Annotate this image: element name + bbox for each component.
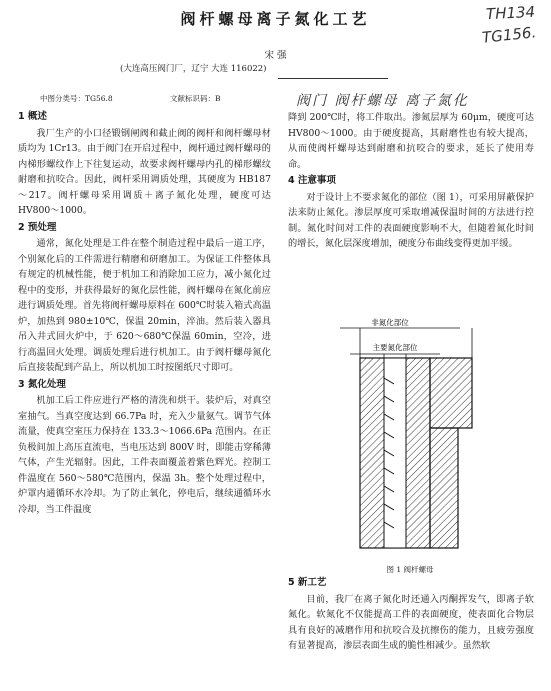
figure-valve-stem-nut [300, 318, 520, 558]
handwritten-note-2: TG156. [481, 23, 537, 47]
section-paragraph: 目前，我厂在离子氮化时还通入丙酮挥发气，即离子软氮化。软氮化不仅能提高工件的表面硬度，使表面化合物层具有良好的减磨作用和抗咬合及抗擦伤的能力，且疲劳强度有显著提高，渗层表面生成的脆性相减少。虽然软 [288, 593, 534, 651]
section-heading: 4 注意事项 [288, 175, 336, 186]
handwritten-note-1: TH134 [485, 2, 536, 24]
section-paragraph: 我厂生产的小口径锻钢闸阀和截止阀的阀杆和阀杆螺母材质均为 1Cr13。由于阀门在开启过程中，阀杆通过阀杆螺母的内梯形螺纹作上下往复运动，故要求阀杆螺母内孔的梯形螺纹耐磨和抗咬合。因此，阀杆采用调质处理，其硬度为 HB187～217。阀杆螺母采用调质＋离子氮化处理，硬度可达 HV800～1000。 [18, 127, 271, 216]
section-paragraph: 机加工后工件应进行严格的清洗和烘干。装炉后，对真空室抽气。当真空度达到 66.7Pa 时，充入少量氨气。调节气体流量，使真空室压力保持在 133.3～1066.6Pa 范围内。在正负极间加上高压直流电，当电压达到 800V 时，即能击穿稀薄气体，产生光辐射。因此，工件表面覆盖着紫色辉光。控制工件温度在 560～580℃范围内，保温 3h。整个处理过程中，炉罩内通循环水冷却。为了防止氧化，停电后，继续通循环水冷却，当工件温度 [18, 395, 271, 515]
section-paragraph: 对于设计上不要求氮化的部位（图 1），可采用屏蔽保护法来防止氮化。渗层厚度可采取增减保温时间的方法进行控制。氮化时间对工件的表面硬度影响不大，但随着氮化时间的增长，氮化层深度增加，硬度分布曲线变得更加平缓。 [288, 191, 534, 249]
section-heading: 3 氮化处理 [18, 378, 66, 390]
label-main-nitrided: 主要氮化部位 [372, 343, 418, 352]
right-column-top [288, 106, 534, 252]
document-code: 文献标识码：B [170, 94, 221, 103]
section-heading: 1 概述 [18, 111, 47, 122]
author: 宋 强 [264, 50, 287, 61]
left-column [18, 108, 271, 517]
section-heading: 2 预处理 [18, 221, 57, 233]
handwritten-keywords: 阀门 阀杆螺母 离子氮化 [296, 93, 469, 109]
section-paragraph: 降到 200℃时，将工件取出。渗氮层厚为 60μm，硬度可达 HV800～1000。由于硬度提高，其耐磨性也有较大提高，从而使阀杆螺母达到耐磨和抗咬合的要求，延长了使用寿命。 [288, 112, 534, 170]
label-non-nitrided: 非氮化部位 [371, 318, 409, 327]
nut-lower [430, 428, 458, 548]
section-paragraph: 通常，氮化处理是工件在整个制造过程中最后一道工序，个别氮化后的工件需进行精磨和研磨加工。为保证工件整体具有规定的机械性能，便于机加工和消除加工应力，减小氮化过程中的变形，并获得最好的氮化层性能，阀杆螺母在氮化前应进行调质处理。首先将阀杆螺母原料在 600℃时装入箱式高温炉，加热到 980±10℃，保温 20min，淬油。然后装入器具吊入井式回火炉中，于 620～680℃保温 60min，空冷，进行高温回火处理。调质处理后进行机加工。由于阀杆螺母氮化后直接装配到产品上，所以机加工时按图纸尺寸即可。 [18, 238, 271, 373]
affiliation: (大连高压阀门厂，辽宁 大连 116022) [120, 64, 267, 74]
right-column-bottom [288, 574, 534, 654]
thread-bore [384, 358, 406, 548]
classification-number: 中图分类号：TG56.8 [40, 94, 113, 103]
paper-title: 阀杆螺母离子氮化工艺 [180, 10, 371, 28]
pen-underline [278, 78, 388, 79]
nut-flange [430, 358, 472, 428]
figure-caption: 图 1 阀杆螺母 [386, 565, 434, 574]
section-heading: 5 新工艺 [288, 577, 327, 588]
